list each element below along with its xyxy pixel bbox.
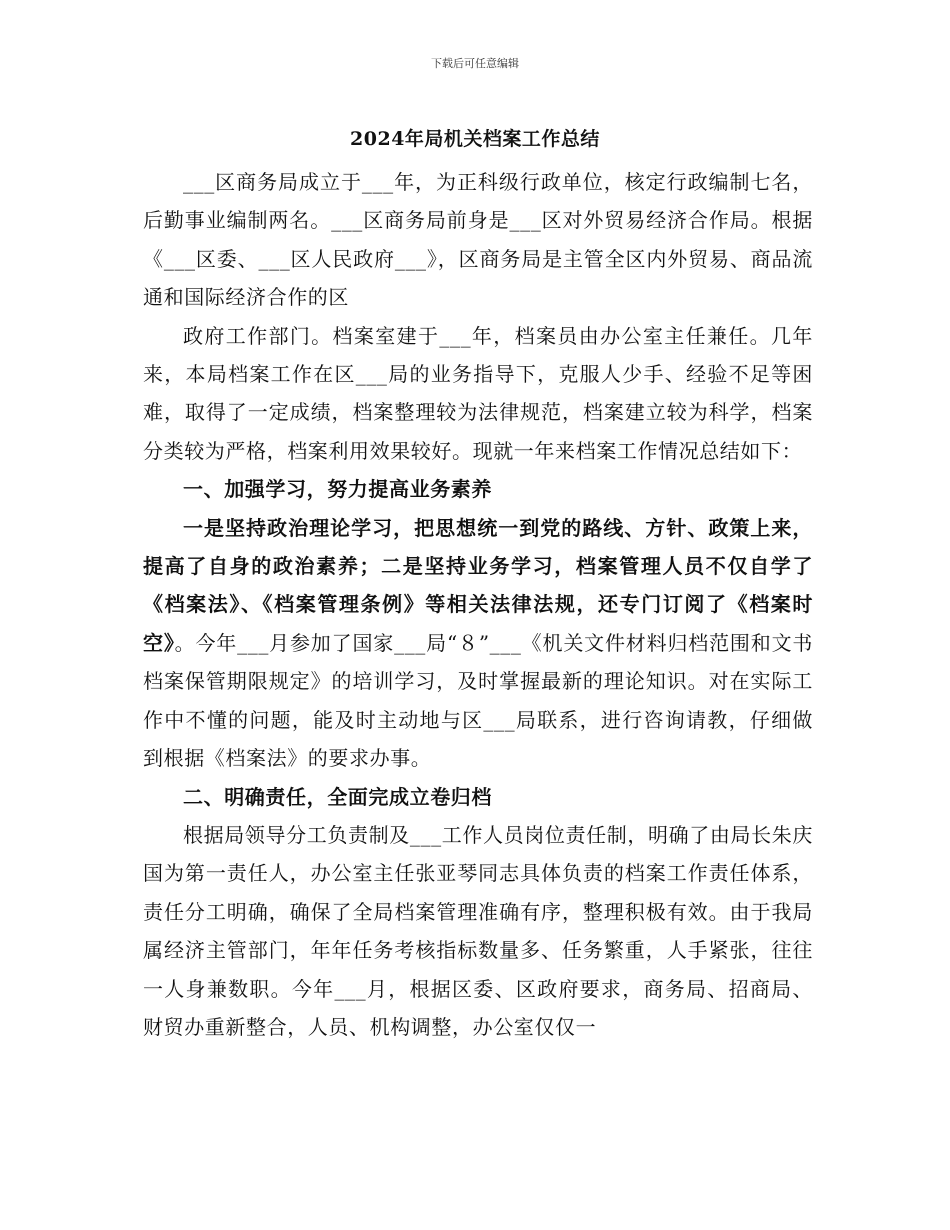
paragraph-intro: ___区商务局成立于___年，为正科级行政单位，核定行政编制七名，后勤事业编制两名。___区商务局前身是___区对外贸易经济合作局。根据《___区委、___区人民政府___》，区商务局是主管全区内外贸易、商品流通和国际经济合作的区 — [143, 170, 813, 310]
section-heading-2: 二、明确责任，全面完成立卷归档 — [183, 784, 492, 809]
paragraph-study-bold: 一是坚持政治理论学习，把思想统一到党的路线、方针、政策上来，提高了自身的政治素养；二是坚持业务学习，档案管理人员不仅自学了《档案法》、《档案管理条例》等相关法律法规，还专门订阅了《档案时空》 — [143, 515, 813, 655]
section-heading-1: 一、加强学习，努力提高业务素养 — [183, 477, 492, 502]
paragraph-responsibility: 根据局领导分工负责制及___工作人员岗位责任制，明确了由局长朱庆国为第一责任人，办公室主任张亚琴同志具体负责的档案工作责任体系，责任分工明确，确保了全局档案管理准确有序，整理积极有效。由于我局属经济主管部门，年年任务考核指标数量多、任务繁重，人手紧张，往往一人身兼数职。今年___月，根据区委、区政府要求，商务局、招商局、财贸办重新整合，人员、机构调整，办公室仅仅一 — [143, 822, 813, 1039]
document-body — [143, 163, 813, 1046]
paragraph-study-rest: 。今年___月参加了国家___局“８”___《机关文件材料归档范围和文书档案保管期限规定》的培训学习，及时掌握最新的理论知识。对在实际工作中不懂的问题，能及时主动地与区___局联系，进行咨询请教，仔细做到根据《档案法》的要求办事。 — [143, 630, 813, 771]
paragraph-study — [143, 509, 813, 778]
header-note: 下载后可任意编辑 — [431, 57, 519, 70]
paragraph-archive-room: 政府工作部门。档案室建于___年，档案员由办公室主任兼任。几年来，本局档案工作在区___局的业务指导下，克服人少手、经验不足等困难，取得了一定成绩，档案整理较为法律规范，档案建立较为科学，档案分类较为严格，档案利用效果较好。现就一年来档案工作情况总结如下： — [143, 323, 813, 463]
document-title: 2024年局机关档案工作总结 — [350, 128, 600, 150]
